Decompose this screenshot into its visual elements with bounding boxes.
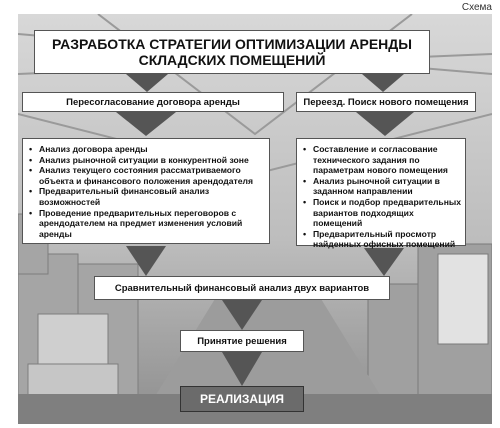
left-branch-list <box>22 138 270 244</box>
decision-step: Принятие решения <box>180 330 304 352</box>
left-branch-heading: Пересогласование договора аренды <box>22 92 284 112</box>
arrow-right-head-to-list <box>356 112 414 136</box>
title-line-2: СКЛАДСКИХ ПОМЕЩЕНИЙ <box>138 52 326 68</box>
title-line-1: РАЗРАБОТКА СТРАТЕГИИ ОПТИМИЗАЦИИ АРЕНДЫ <box>52 36 412 52</box>
comparison-step: Сравнительный финансовый анализ двух вариантов <box>94 276 390 300</box>
right-item: • Составление и согласование технического задания по параметрам нового помещения <box>313 144 465 176</box>
right-item: • Анализ рыночной ситуации в заданном направлении <box>313 176 465 197</box>
right-item: • Предварительный просмотр найденных офисных помещений <box>313 229 465 250</box>
implementation-step: РЕАЛИЗАЦИЯ <box>180 386 304 412</box>
arrow-right-list-to-compare <box>364 248 404 276</box>
left-item: • Проведение предварительных переговоров с арендодателем на предмет изменения условий аренды <box>39 208 269 240</box>
diagram-label: Схема <box>461 2 492 13</box>
left-item: • Анализ текущего состояния рассматриваемого объекта и финансового положения арендодателя <box>39 165 269 186</box>
arrow-compare-to-decision <box>222 300 262 330</box>
right-branch-heading: Переезд. Поиск нового помещения <box>296 92 476 112</box>
right-branch-list <box>296 138 466 250</box>
arrow-to-left-branch <box>126 74 168 92</box>
arrow-left-list-to-compare <box>126 246 166 276</box>
arrow-left-head-to-list <box>116 112 176 136</box>
left-item: • Анализ рыночной ситуации в конкурентной зоне <box>39 155 269 166</box>
arrow-to-right-branch <box>362 74 404 92</box>
diagram-title <box>34 30 430 74</box>
left-item: • Предварительный финансовый анализ возможностей <box>39 186 269 207</box>
left-item: • Анализ договора аренды <box>39 144 269 155</box>
right-item: • Поиск и подбор предварительных вариантов подходящих помещений <box>313 197 465 229</box>
arrow-decision-to-final <box>222 352 262 386</box>
